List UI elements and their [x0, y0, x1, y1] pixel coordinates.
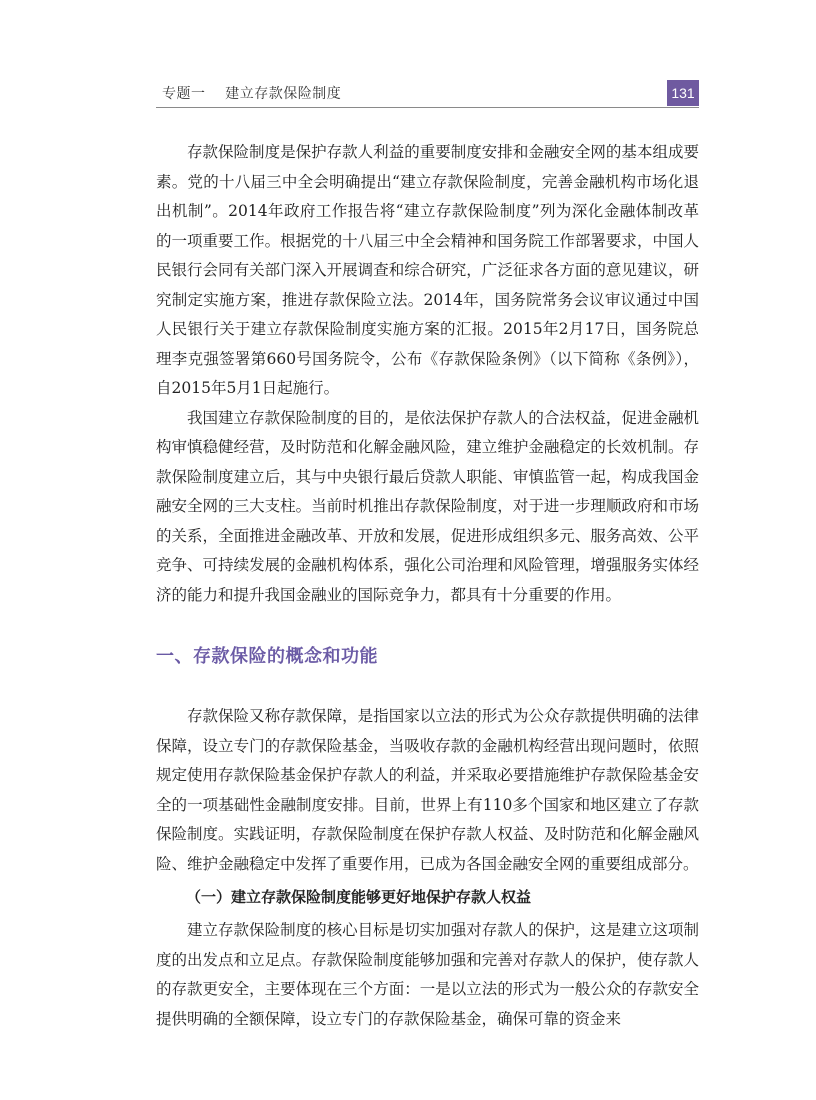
header-divider — [156, 107, 699, 108]
page-number-badge: 131 — [667, 80, 699, 106]
paragraph-sub: 建立存款保险制度的核心目标是切实加强对存款人的保护，这是建立这项制度的出发点和立足点。存款保险制度能够加强和完善对存款人的保护，使存款人的存款更安全，主要体现在三个方面：一是以立法的形式为一般公众的存款安全提供明确的全额保障，设立专门的存款保险基金，确保可靠的资金来 — [156, 921, 699, 1028]
paragraph-concept: 存款保险又称存款保障，是指国家以立法的形式为公众存款提供明确的法律保障，设立专门的存款保险基金，当吸收存款的金融机构经营出现问题时，依照规定使用存款保险基金保护存款人的利益，并采取必要措施维护存款保险基金安全的一项基础性金融制度安排。目前，世界上有110多个国家和地区建立了存款保险制度。实践证明，存款保险制度在保护存款人权益、及时防范和化解金融风险、维护金融稳定中发挥了重要作用，已成为各国金融安全网的重要组成部分。 — [156, 707, 699, 873]
running-header — [156, 80, 699, 106]
running-header-title: 专题一 建立存款保险制度 — [162, 86, 342, 102]
paragraph-intro-2: 我国建立存款保险制度的目的，是依法保护存款人的合法权益，促进金融机构审慎稳健经营，及时防范和化解金融风险，建立维护金融稳定的长效机制。存款保险制度建立后，其与中央银行最后贷款人职能、审慎监管一起，构成我国金融安全网的三大支柱。当前时机推出存款保险制度，对于进一步理顺政府和市场的关系，全面推进金融改革、开放和发展，促进形成组织多元、服务高效、公平竞争、可持续发展的金融机构体系，强化公司治理和风险管理，增强服务实体经济的能力和提升我国金融业的国际竞争力，都具有十分重要的作用。 — [156, 408, 699, 604]
sub-heading: （一）建立存款保险制度能够更好地保护存款人权益 — [186, 888, 532, 906]
body-content — [156, 138, 699, 1034]
paragraph-intro-1: 存款保险制度是保护存款人利益的重要制度安排和金融安全网的基本组成要素。党的十八届三中全会明确提出“建立存款保险制度，完善金融机构市场化退出机制”。2014年政府工作报告将“建立存款保险制度”列为深化金融体制改革的一项重要工作。根据党的十八届三中全会精神和国务院工作部署要求，中国人民银行会同有关部门深入开展调查和综合研究，广泛征求各方面的意见建议，研究制定实施方案，推进存款保险立法。2014年，国务院常务会议审议通过中国人民银行关于建立存款保险制度实施方案的汇报。2015年2月17日，国务院总理李克强签署第660号国务院令，公布《存款保险条例》（以下简称《条例》），自2015年5月1日起施行。 — [156, 143, 699, 397]
section-heading: 一、存款保险的概念和功能 — [156, 646, 378, 667]
